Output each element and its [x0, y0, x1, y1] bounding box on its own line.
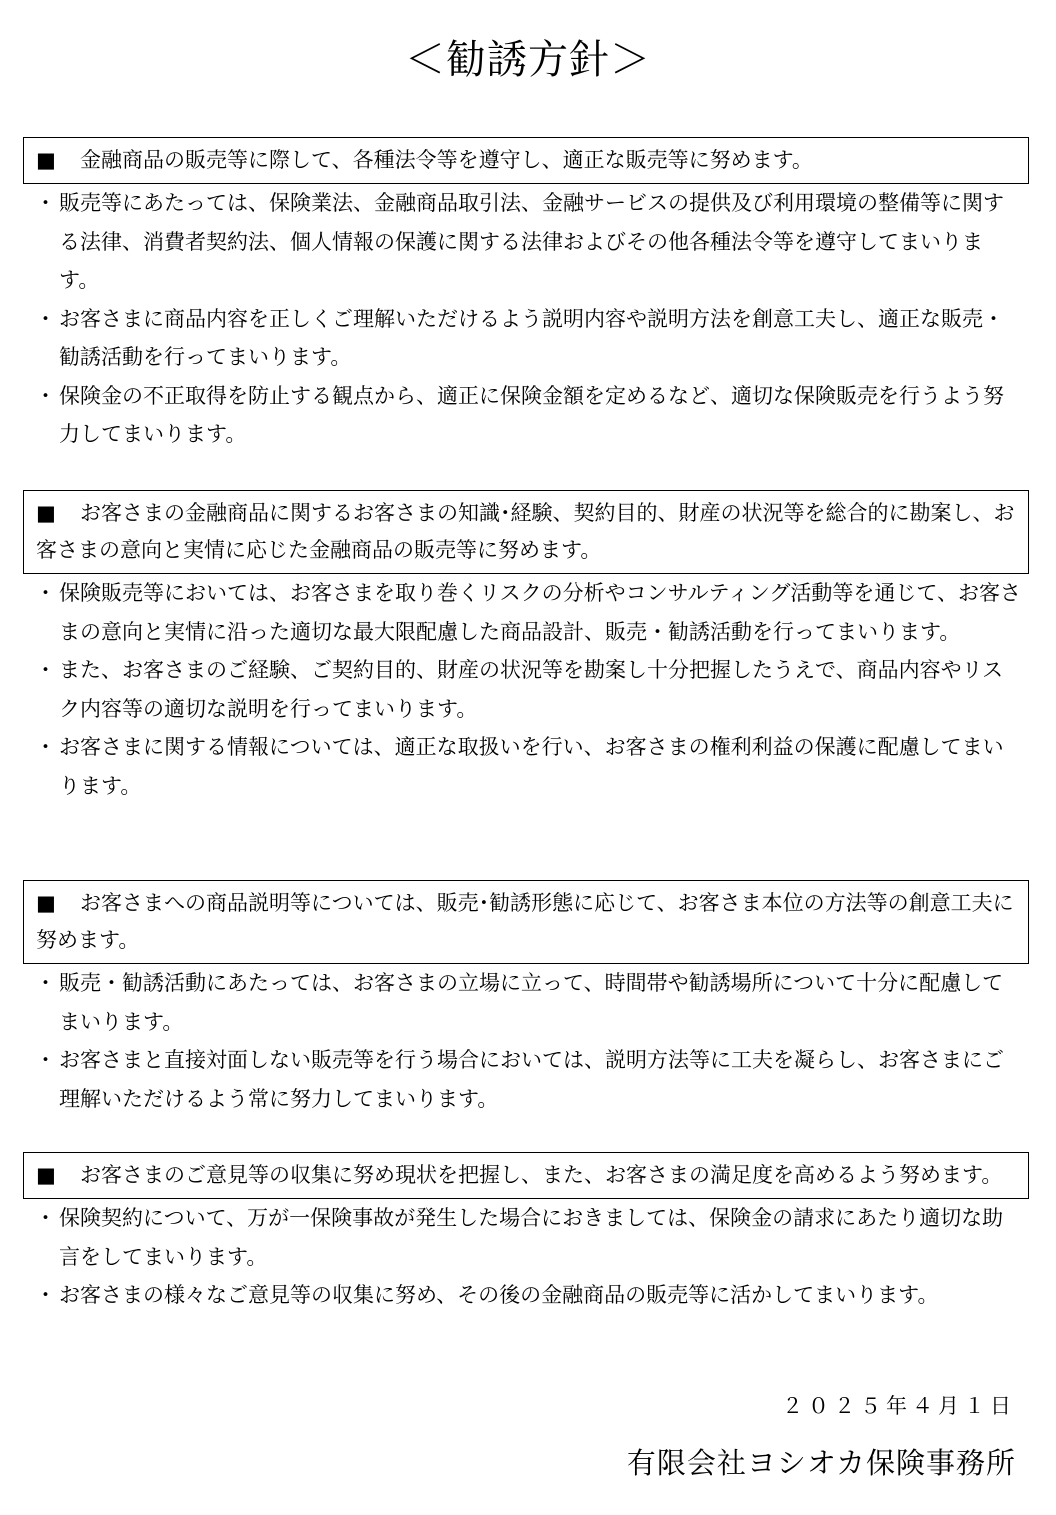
- list-item-text: 販売・勧誘活動にあたっては、お客さまの立場に立って、時間帯や勧誘場所について十分に配慮してまいります。: [59, 971, 1004, 1034]
- section-heading-box: [23, 1152, 1029, 1199]
- section-heading: 金融商品の販売等に際して、各種法令等を遵守し、適正な販売等に努めます。: [80, 148, 813, 172]
- list-item: [23, 1276, 1029, 1315]
- list-item: [23, 377, 1029, 454]
- section-item-list: [23, 574, 1029, 805]
- list-item-text: お客さまに商品内容を正しくご理解いただけるよう説明内容や説明方法を創意工夫し、適正な販売・勧誘活動を行ってまいります。: [59, 306, 1004, 369]
- list-item: [23, 574, 1029, 651]
- list-item-text: お客さまの様々なご意見等の収集に努め、その後の金融商品の販売等に活かしてまいります。: [59, 1283, 939, 1307]
- list-item-text: お客さまと直接対面しない販売等を行う場合においては、説明方法等に工夫を凝らし、お客さまにご理解いただけるよう常に努力してまいります。: [59, 1048, 1004, 1111]
- policy-section-4: [23, 1152, 1029, 1315]
- company-name: 有限会社ヨシオカ保険事務所: [626, 1446, 1016, 1480]
- square-bullet-icon: ■: [36, 891, 56, 915]
- section-item-list: [23, 964, 1029, 1118]
- list-item-text: 保険契約について、万が一保険事故が発生した場合におきましては、保険金の請求にあたり適切な助言をしてまいります。: [59, 1206, 1004, 1269]
- square-bullet-icon: ■: [36, 1163, 56, 1187]
- list-item-text: 保険金の不正取得を防止する観点から、適正に保険金額を定めるなど、適切な保険販売を行うよう努力してまいります。: [59, 383, 1004, 446]
- list-item: [23, 184, 1029, 300]
- bullet-dot: ・: [35, 1048, 56, 1072]
- list-item: [23, 1199, 1029, 1276]
- section-heading: お客さまのご意見等の収集に努め現状を把握し、また、お客さまの満足度を高めるよう努めます。: [80, 1163, 1003, 1187]
- issue-date: ２０２５年４月１日: [782, 1394, 1016, 1418]
- list-item: [23, 728, 1029, 805]
- section-heading: お客さまへの商品説明等については、販売･勧誘形態に応じて、お客さま本位の方法等の創意工夫に努めます。: [36, 891, 1014, 952]
- list-item: [23, 651, 1029, 728]
- page-title: ＜勧誘方針＞: [405, 37, 651, 83]
- policy-section-1: [23, 137, 1029, 454]
- section-heading-box: [23, 880, 1029, 964]
- square-bullet-icon: ■: [36, 501, 56, 525]
- bullet-dot: ・: [35, 971, 56, 995]
- policy-section-3: [23, 880, 1029, 1118]
- list-item: [23, 1041, 1029, 1118]
- section-heading-box: [23, 137, 1029, 184]
- list-item-text: 保険販売等においては、お客さまを取り巻くリスクの分析やコンサルティング活動等を通じて、お客さまの意向と実情に沿った適切な最大限配慮した商品設計、販売・勧誘活動を行ってまいります。: [59, 581, 1022, 644]
- bullet-dot: ・: [35, 191, 56, 215]
- section-heading-box: [23, 490, 1029, 574]
- section-item-list: [23, 1199, 1029, 1315]
- list-item: [23, 300, 1029, 377]
- bullet-dot: ・: [35, 1283, 56, 1307]
- policy-section-2: [23, 490, 1029, 805]
- bullet-dot: ・: [35, 383, 56, 408]
- bullet-dot: ・: [35, 306, 56, 331]
- list-item-text: また、お客さまのご経験、ご契約目的、財産の状況等を勘案し十分把握したうえで、商品内容やリスク内容等の適切な説明を行ってまいります。: [59, 658, 1004, 721]
- list-item: [23, 964, 1029, 1041]
- bullet-dot: ・: [35, 581, 56, 605]
- bullet-dot: ・: [35, 658, 56, 682]
- list-item-text: 販売等にあたっては、保険業法、金融商品取引法、金融サービスの提供及び利用環境の整備等に関する法律、消費者契約法、個人情報の保護に関する法律およびその他各種法令等を遵守してまいります。: [59, 191, 1004, 292]
- section-item-list: [23, 184, 1029, 454]
- square-bullet-icon: ■: [36, 148, 56, 172]
- bullet-dot: ・: [35, 735, 56, 759]
- section-heading: お客さまの金融商品に関するお客さまの知識･経験、契約目的、財産の状況等を総合的に勘案し、お客さまの意向と実情に応じた金融商品の販売等に努めます。: [36, 501, 1015, 562]
- list-item-text: お客さまに関する情報については、適正な取扱いを行い、お客さまの権利利益の保護に配慮してまいります。: [59, 735, 1004, 798]
- bullet-dot: ・: [35, 1206, 56, 1230]
